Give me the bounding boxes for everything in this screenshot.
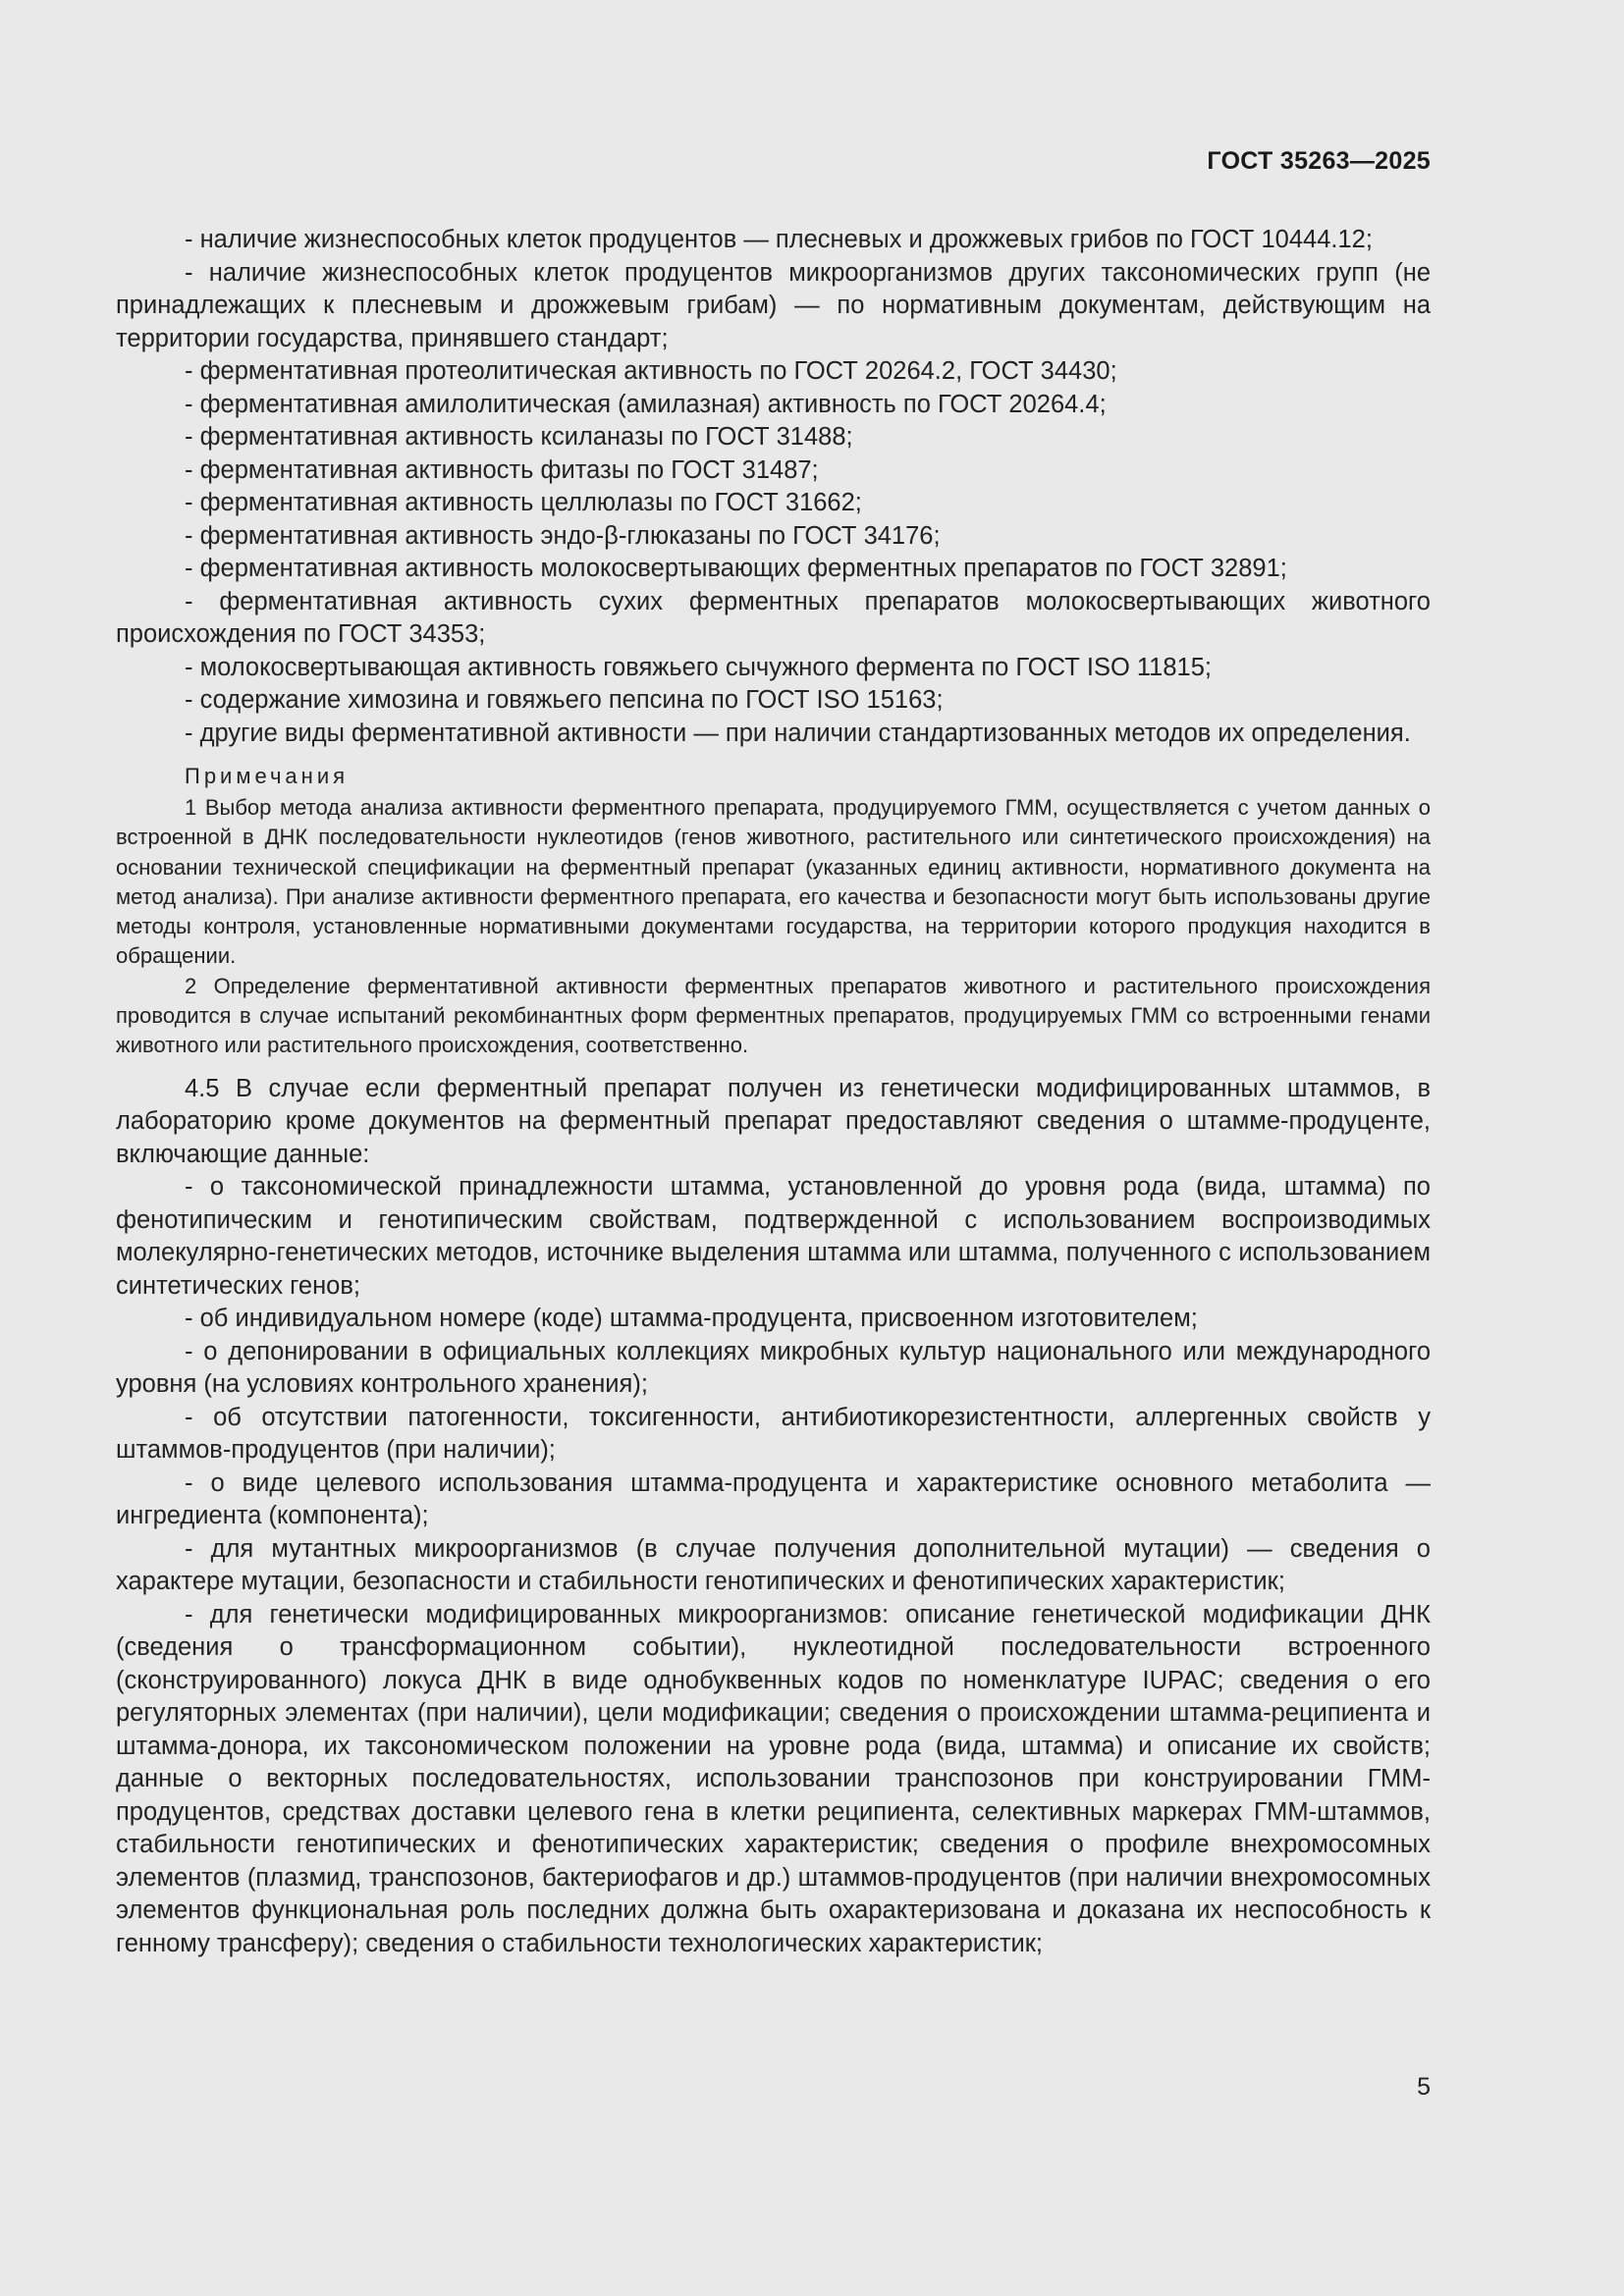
- list-item: - об индивидуальном номере (коде) штамма-продуцента, присвоенном изготовителем;: [185, 1305, 1198, 1333]
- list-item: - молокосвертывающая активность говяжьего сычужного фермента по ГОСТ ISO 11815;: [185, 653, 1212, 681]
- notes-block: [116, 762, 1431, 1061]
- list-item: - другие виды ферментативной активности — при наличии стандартизованных методов их определения.: [185, 719, 1411, 747]
- list-item: - для мутантных микроорганизмов (в случае получения дополнительной мутации) — сведения о характере мутации, безопасности и стабильности генотипических и фенотипических характеристик;: [116, 1534, 1431, 1596]
- list-item: - ферментативная амилолитическая (амилазная) активность по ГОСТ 20264.4;: [185, 390, 1107, 418]
- note-item: 1 Выбор метода анализа активности ферментного препарата, продуцируемого ГММ, осуществляется с учетом данных о встроенной в ДНК последовательности нуклеотидов (генов животного, растительного или синтетического происхождения) на основании технической спецификации на ферментный препарат (указанных единиц активности, нормативного документа на метод анализа). При анализе активности ферментного препарата, его качества и безопасности могут быть использованы другие методы контроля, установленные нормативными документами государства, на территории которого продукция находится в обращении.: [116, 795, 1431, 969]
- list-item: - об отсутствии патогенности, токсигенности, антибиотикорезистентности, аллергенных свойств у штаммов-продуцентов (при наличии);: [116, 1403, 1431, 1465]
- list-item: - наличие жизнеспособных клеток продуцентов микроорганизмов других таксономических групп (не принадлежащих к плесневым и дрожжевым грибам) — по нормативным документам, действующим на территории государства, принявшего стандарт;: [116, 258, 1431, 352]
- notes-title: Примечания: [185, 764, 350, 788]
- note-item: 2 Определение ферментативной активности ферментных препаратов животного и растительного происхождения проводится в случае испытаний рекомбинантных форм ферментных препаратов, продуцируемых ГММ со встроенными генами животного или растительного происхождения, соответственно.: [116, 973, 1431, 1058]
- list-item: - ферментативная активность целлюлазы по ГОСТ 31662;: [185, 489, 862, 516]
- list-item: - ферментативная активность сухих ферментных препаратов молокосвертывающих животного происхождения по ГОСТ 34353;: [116, 587, 1431, 648]
- list-item: - содержание химозина и говяжьего пепсина по ГОСТ ISO 15163;: [185, 686, 944, 714]
- list-item: - ферментативная активность молокосвертывающих ферментных препаратов по ГОСТ 32891;: [185, 555, 1287, 582]
- list-item: - наличие жизнеспособных клеток продуцентов — плесневых и дрожжевых грибов по ГОСТ 10444.12;: [185, 226, 1373, 253]
- page-number: 5: [1417, 2073, 1431, 2101]
- section-4-5-paragraph: 4.5 В случае если ферментный препарат получен из генетически модифицированных штаммов, в лабораторию кроме документов на ферментный препарат предоставляют сведения о штамме-продуценте, включающие данные:: [116, 1074, 1431, 1168]
- list-item: - о депонировании в официальных коллекциях микробных культур национального или международного уровня (на условиях контрольного хранения);: [116, 1337, 1431, 1399]
- list-item: - ферментативная активность эндо-β-глюказаны по ГОСТ 34176;: [185, 521, 941, 550]
- document-code-header: ГОСТ 35263—2025: [1207, 147, 1431, 175]
- list-item: - для генетически модифицированных микроорганизмов: описание генетической модификации ДНК (сведения о трансформационном событии), нуклеотидной последовательности встроенного (сконструированного) локуса ДНК в виде однобуквенных кодов по номенклатуре IUPAC; сведения о его регуляторных элементах (при наличии), цели модификации; сведения о происхождении штамма-реципиента и штамма-донора, их таксономическом положении на уровне рода (вида, штамма) и описание их свойств; данные о векторных последовательностях, использовании транспозонов при конструировании ГММ-продуцентов, средствах доставки целевого гена в клетки реципиента, селективных маркерах ГММ-штаммов, стабильности генотипических и фенотипических характеристик; сведения о профиле внехромосомных элементов (плазмид, транспозонов, бактериофагов и др.) штаммов-продуцентов (при наличии внехромосомных элементов функциональная роль последних должна быть охарактеризована и доказана их неспособность к генному трансферу); сведения о стабильности технологических характеристик;: [116, 1600, 1431, 1957]
- page-body: [116, 224, 1431, 1960]
- list-item: - ферментативная протеолитическая активность по ГОСТ 20264.2, ГОСТ 34430;: [185, 357, 1117, 385]
- list-item: - ферментативная активность фитазы по ГОСТ 31487;: [185, 455, 819, 484]
- list-item: - о виде целевого использования штамма-продуцента и характеристике основного метаболита — ингредиента (компонента);: [116, 1468, 1431, 1530]
- list-item: - ферментативная активность ксиланазы по ГОСТ 31488;: [185, 423, 853, 451]
- list-item: - о таксономической принадлежности штамма, установленной до уровня рода (вида, штамма) по фенотипическим и генотипическим свойствам, подтвержденной с использованием воспроизводимых молекулярно-генетических методов, источнике выделения штамма или штамма, полученного с использованием синтетических генов;: [116, 1173, 1431, 1300]
